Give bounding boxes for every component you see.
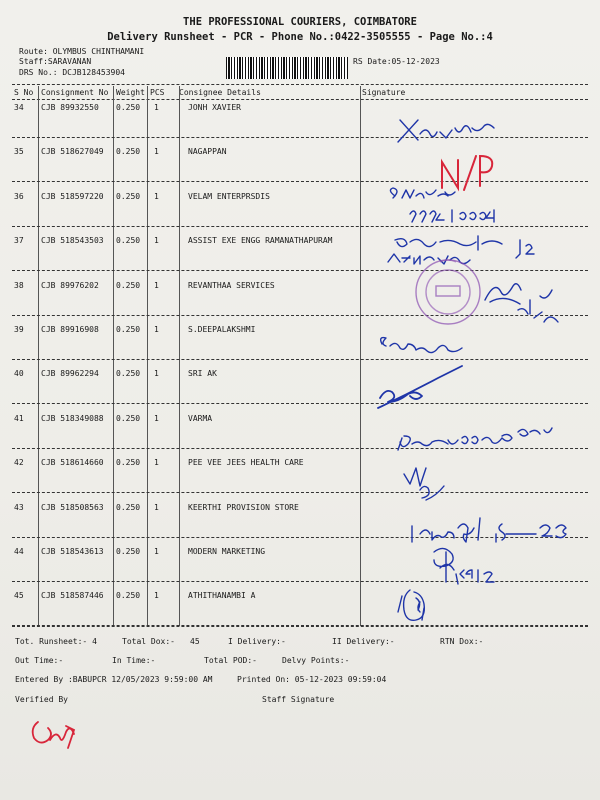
table-rule-bottom — [12, 626, 588, 627]
row-weight: 0.250 — [116, 236, 141, 245]
row-sno: 38 — [14, 281, 24, 290]
column-divider — [179, 86, 180, 626]
column-divider — [38, 86, 39, 626]
document-title: THE PROFESSIONAL COURIERS, COIMBATORE — [183, 16, 417, 28]
table-row — [0, 414, 600, 434]
out-time: Out Time:- — [15, 656, 64, 665]
printed-on: Printed On: 05-12-2023 09:59:04 — [237, 675, 387, 684]
row-consignee: JONH XAVIER — [188, 103, 241, 112]
row-divider — [12, 137, 588, 138]
table-row — [0, 591, 600, 611]
barcode — [226, 57, 348, 79]
row-sno: 42 — [14, 458, 24, 467]
row-weight: 0.250 — [116, 547, 141, 556]
table-row — [0, 369, 600, 389]
row-consignment: CJB 89916908 — [41, 325, 99, 334]
row-weight: 0.250 — [116, 325, 141, 334]
col-weight: Weight — [116, 88, 145, 97]
staff-signature-label: Staff Signature — [262, 695, 335, 704]
row-consignment: CJB 518597220 — [41, 192, 104, 201]
col-sno: S No — [14, 88, 34, 97]
row-consignee: PEE VEE JEES HEALTH CARE — [188, 458, 304, 467]
row-pcs: 1 — [154, 281, 159, 290]
row-divider — [12, 581, 588, 582]
i-delivery: I Delivery:- — [228, 637, 286, 646]
table-row — [0, 103, 600, 123]
row-consignee: NAGAPPAN — [188, 147, 227, 156]
row-consignment: CJB 518614660 — [41, 458, 104, 467]
row-divider — [12, 448, 588, 449]
col-pcs: PCS — [150, 88, 165, 97]
row-pcs: 1 — [154, 458, 159, 467]
col-consignment: Consignment No — [41, 88, 109, 97]
total-dox-value: 45 — [190, 637, 200, 646]
row-consignee: VARMA — [188, 414, 213, 423]
row-weight: 0.250 — [116, 369, 141, 378]
table-row — [0, 236, 600, 256]
row-weight: 0.250 — [116, 458, 141, 467]
row-sno: 39 — [14, 325, 24, 334]
table-row — [0, 325, 600, 345]
header-rule-top — [12, 84, 588, 85]
row-pcs: 1 — [154, 369, 159, 378]
row-divider — [12, 403, 588, 404]
row-pcs: 1 — [154, 325, 159, 334]
rtn-dox: RTN Dox:- — [440, 637, 484, 646]
row-sno: 43 — [14, 503, 24, 512]
row-consignment: CJB 518508563 — [41, 503, 104, 512]
column-divider — [147, 86, 148, 626]
table-row — [0, 547, 600, 567]
row-consignment: CJB 89976202 — [41, 281, 99, 290]
row-weight: 0.250 — [116, 414, 141, 423]
table-row — [0, 281, 600, 301]
route-label: Route: OLYMBUS CHINTHAMANI — [19, 47, 145, 56]
row-consignee: S.DEEPALAKSHMI — [188, 325, 256, 334]
row-sno: 40 — [14, 369, 24, 378]
row-consignee: ASSIST EXE ENGG RAMANATHAPURAM — [188, 236, 333, 245]
row-sno: 34 — [14, 103, 24, 112]
row-pcs: 1 — [154, 236, 159, 245]
rs-date: RS Date:05-12-2023 — [353, 57, 440, 66]
row-weight: 0.250 — [116, 147, 141, 156]
entered-by: Entered By :BABUPCR 12/05/2023 9:59:00 AM — [15, 675, 213, 684]
row-weight: 0.250 — [116, 503, 141, 512]
total-dox-label: Total Dox:- — [122, 637, 175, 646]
row-pcs: 1 — [154, 503, 159, 512]
row-sno: 44 — [14, 547, 24, 556]
document-subtitle: Delivery Runsheet - PCR - Phone No.:0422-3505555 - Page No.:4 — [107, 31, 493, 43]
table-row — [0, 458, 600, 478]
verified-by-signature — [33, 722, 74, 748]
row-sno: 36 — [14, 192, 24, 201]
signature-xavier — [398, 120, 494, 142]
row-divider — [12, 270, 588, 271]
staff-label: Staff:SARAVANAN — [19, 57, 92, 66]
row-consignment: CJB 518543613 — [41, 547, 104, 556]
row-pcs: 1 — [154, 147, 159, 156]
row-weight: 0.250 — [116, 103, 141, 112]
row-consignee: SRI AK — [188, 369, 217, 378]
table-row — [0, 192, 600, 212]
verified-by: Verified By — [15, 695, 68, 704]
row-consignment: CJB 518587446 — [41, 591, 104, 600]
row-sno: 37 — [14, 236, 24, 245]
column-divider — [113, 86, 114, 626]
row-weight: 0.250 — [116, 591, 141, 600]
col-consignee: Consignee Details — [179, 88, 261, 97]
delvy-points: Delvy Points:- — [282, 656, 350, 665]
in-time: In Time:- — [112, 656, 156, 665]
row-consignment: CJB 518349088 — [41, 414, 104, 423]
row-consignment: CJB 518627049 — [41, 147, 104, 156]
row-pcs: 1 — [154, 103, 159, 112]
row-divider — [12, 492, 588, 493]
total-pod: Total POD:- — [204, 656, 257, 665]
row-consignment: CJB 518543503 — [41, 236, 104, 245]
header-rule-bottom — [12, 99, 588, 100]
row-sno: 35 — [14, 147, 24, 156]
col-signature: Signature — [362, 88, 406, 97]
row-pcs: 1 — [154, 591, 159, 600]
column-divider — [360, 86, 361, 626]
row-consignment: CJB 89962294 — [41, 369, 99, 378]
row-pcs: 1 — [154, 414, 159, 423]
row-pcs: 1 — [154, 192, 159, 201]
row-consignee: ATHITHANAMBI A — [188, 591, 256, 600]
row-pcs: 1 — [154, 547, 159, 556]
tot-runsheet: Tot. Runsheet:- 4 — [15, 637, 97, 646]
table-row — [0, 147, 600, 167]
table-row — [0, 503, 600, 523]
row-divider — [12, 315, 588, 316]
row-divider — [12, 181, 588, 182]
row-divider — [12, 226, 588, 227]
row-consignee: REVANTHAA SERVICES — [188, 281, 275, 290]
row-consignee: KEERTHI PROVISION STORE — [188, 503, 299, 512]
row-sno: 41 — [14, 414, 24, 423]
row-weight: 0.250 — [116, 192, 141, 201]
row-divider — [12, 359, 588, 360]
ii-delivery: II Delivery:- — [332, 637, 395, 646]
row-consignment: CJB 89932550 — [41, 103, 99, 112]
row-consignee: VELAM ENTERPRSDIS — [188, 192, 270, 201]
row-weight: 0.250 — [116, 281, 141, 290]
row-divider — [12, 537, 588, 538]
row-sno: 45 — [14, 591, 24, 600]
drs-number: DRS No.: DCJB128453904 — [19, 68, 125, 77]
row-consignee: MODERN MARKETING — [188, 547, 266, 556]
